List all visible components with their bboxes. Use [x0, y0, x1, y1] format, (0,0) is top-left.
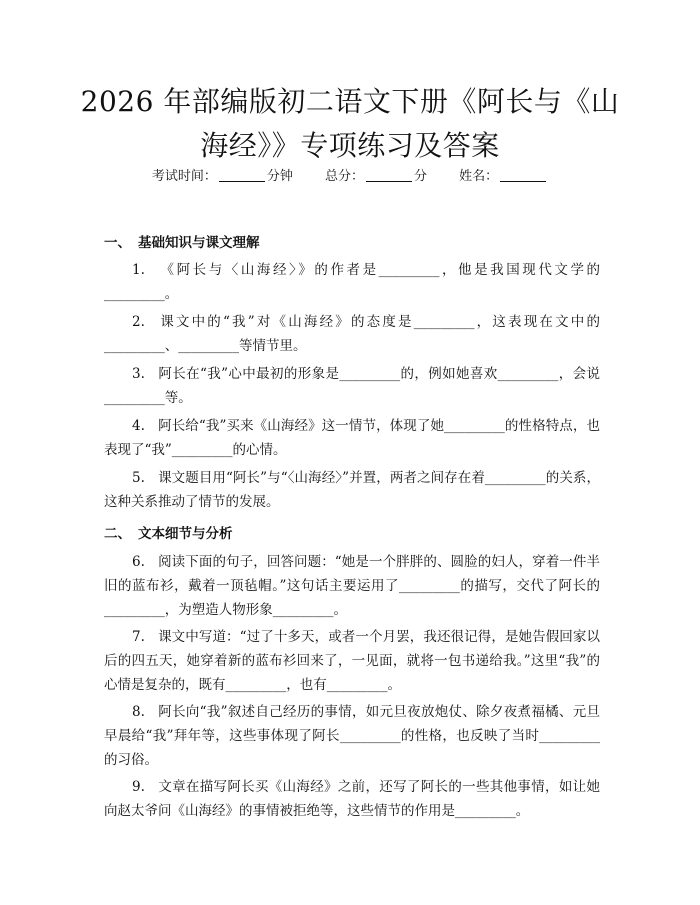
question-item	[104, 414, 600, 462]
question-text: 阿长向“我”叙述自己经历的事情，如元旦夜放炮仗、除夕夜煮福橘、元旦早晨给“我”拜年等，这些事体现了阿长_________的性格，也反映了当时_________的习俗。	[104, 704, 600, 768]
question-number: 9.	[132, 779, 145, 795]
question-text: 《阿长与〈山海经〉》的作者是_________，他是我国现代文学的_________。	[104, 262, 600, 302]
question-item	[104, 700, 600, 772]
question-number: 7.	[132, 629, 145, 645]
total-score-field	[325, 167, 427, 187]
question-text: 课文中写道：“过了十多天，或者一个月罢，我还很记得，是她告假回家以后的四五天，她穿着新的蓝布衫回来了，一见面，就将一包书递给我。”这里“我”的心情是复杂的，既有_________，也有_________。	[104, 629, 600, 693]
section-title: 基础知识与课文理解	[138, 235, 260, 251]
exam-info-bar	[0, 167, 700, 187]
question-text: 课文题目用“阿长”与“〈山海经〉”并置，两者之间存在着_________的关系，这种关系推动了情节的发展。	[104, 470, 600, 510]
question-number: 5.	[132, 470, 145, 486]
question-item	[104, 466, 600, 514]
question-text: 阿长在“我”心中最初的形象是_________的，例如她喜欢_________，会说_________等。	[104, 366, 600, 406]
question-text: 阿长给“我”买来《山海经》这一情节，体现了她_________的性格特点，也表现了“我”_________的心情。	[104, 418, 600, 458]
question-text: 课文中的“我”对《山海经》的态度是_________，这表现在文中的_________、_________等情节里。	[104, 314, 600, 354]
section-heading	[104, 522, 233, 542]
question-item	[104, 550, 600, 622]
section-heading	[104, 231, 260, 251]
student-name-field	[459, 167, 548, 187]
question-number: 2.	[132, 314, 145, 330]
question-number: 6.	[132, 554, 145, 570]
student-name-blank	[500, 168, 546, 182]
question-item	[104, 775, 600, 823]
question-item	[104, 258, 600, 306]
question-text: 阅读下面的句子，回答问题：“她是一个胖胖的、圆脸的妇人，穿着一件半旧的蓝布衫，戴着一顶毡帽。”这句话主要运用了_________的描写，交代了阿长的_________，为塑造人物形象_________。	[104, 554, 600, 618]
exam-time-field	[152, 167, 293, 187]
question-item	[104, 625, 600, 697]
question-text: 文章在描写阿长买《山海经》之前，还写了阿长的一些其他事情，如让她向赵太爷问《山海经》的事情被拒绝等，这些情节的作用是_________。	[104, 779, 600, 819]
section-number: 一、	[104, 235, 131, 251]
question-number: 4.	[132, 418, 145, 434]
exam-time-unit: 分钟	[266, 169, 293, 184]
page-title: 2026 年部编版初二语文下册《阿长与《山海经》》专项练习及答案	[80, 85, 620, 162]
total-score-blank	[366, 168, 412, 182]
question-item	[104, 310, 600, 358]
question-number: 3.	[132, 366, 145, 382]
student-name-label: 姓名：	[459, 169, 499, 184]
total-score-unit: 分	[414, 169, 428, 184]
total-score-label: 总分：	[324, 169, 364, 184]
question-number: 8.	[132, 704, 145, 720]
exam-time-blank	[219, 168, 265, 182]
question-number: 1.	[132, 262, 145, 278]
question-item	[104, 362, 600, 410]
section-number: 二、	[104, 526, 131, 542]
section-title: 文本细节与分析	[138, 526, 233, 542]
exam-time-label: 考试时间：	[151, 169, 217, 184]
